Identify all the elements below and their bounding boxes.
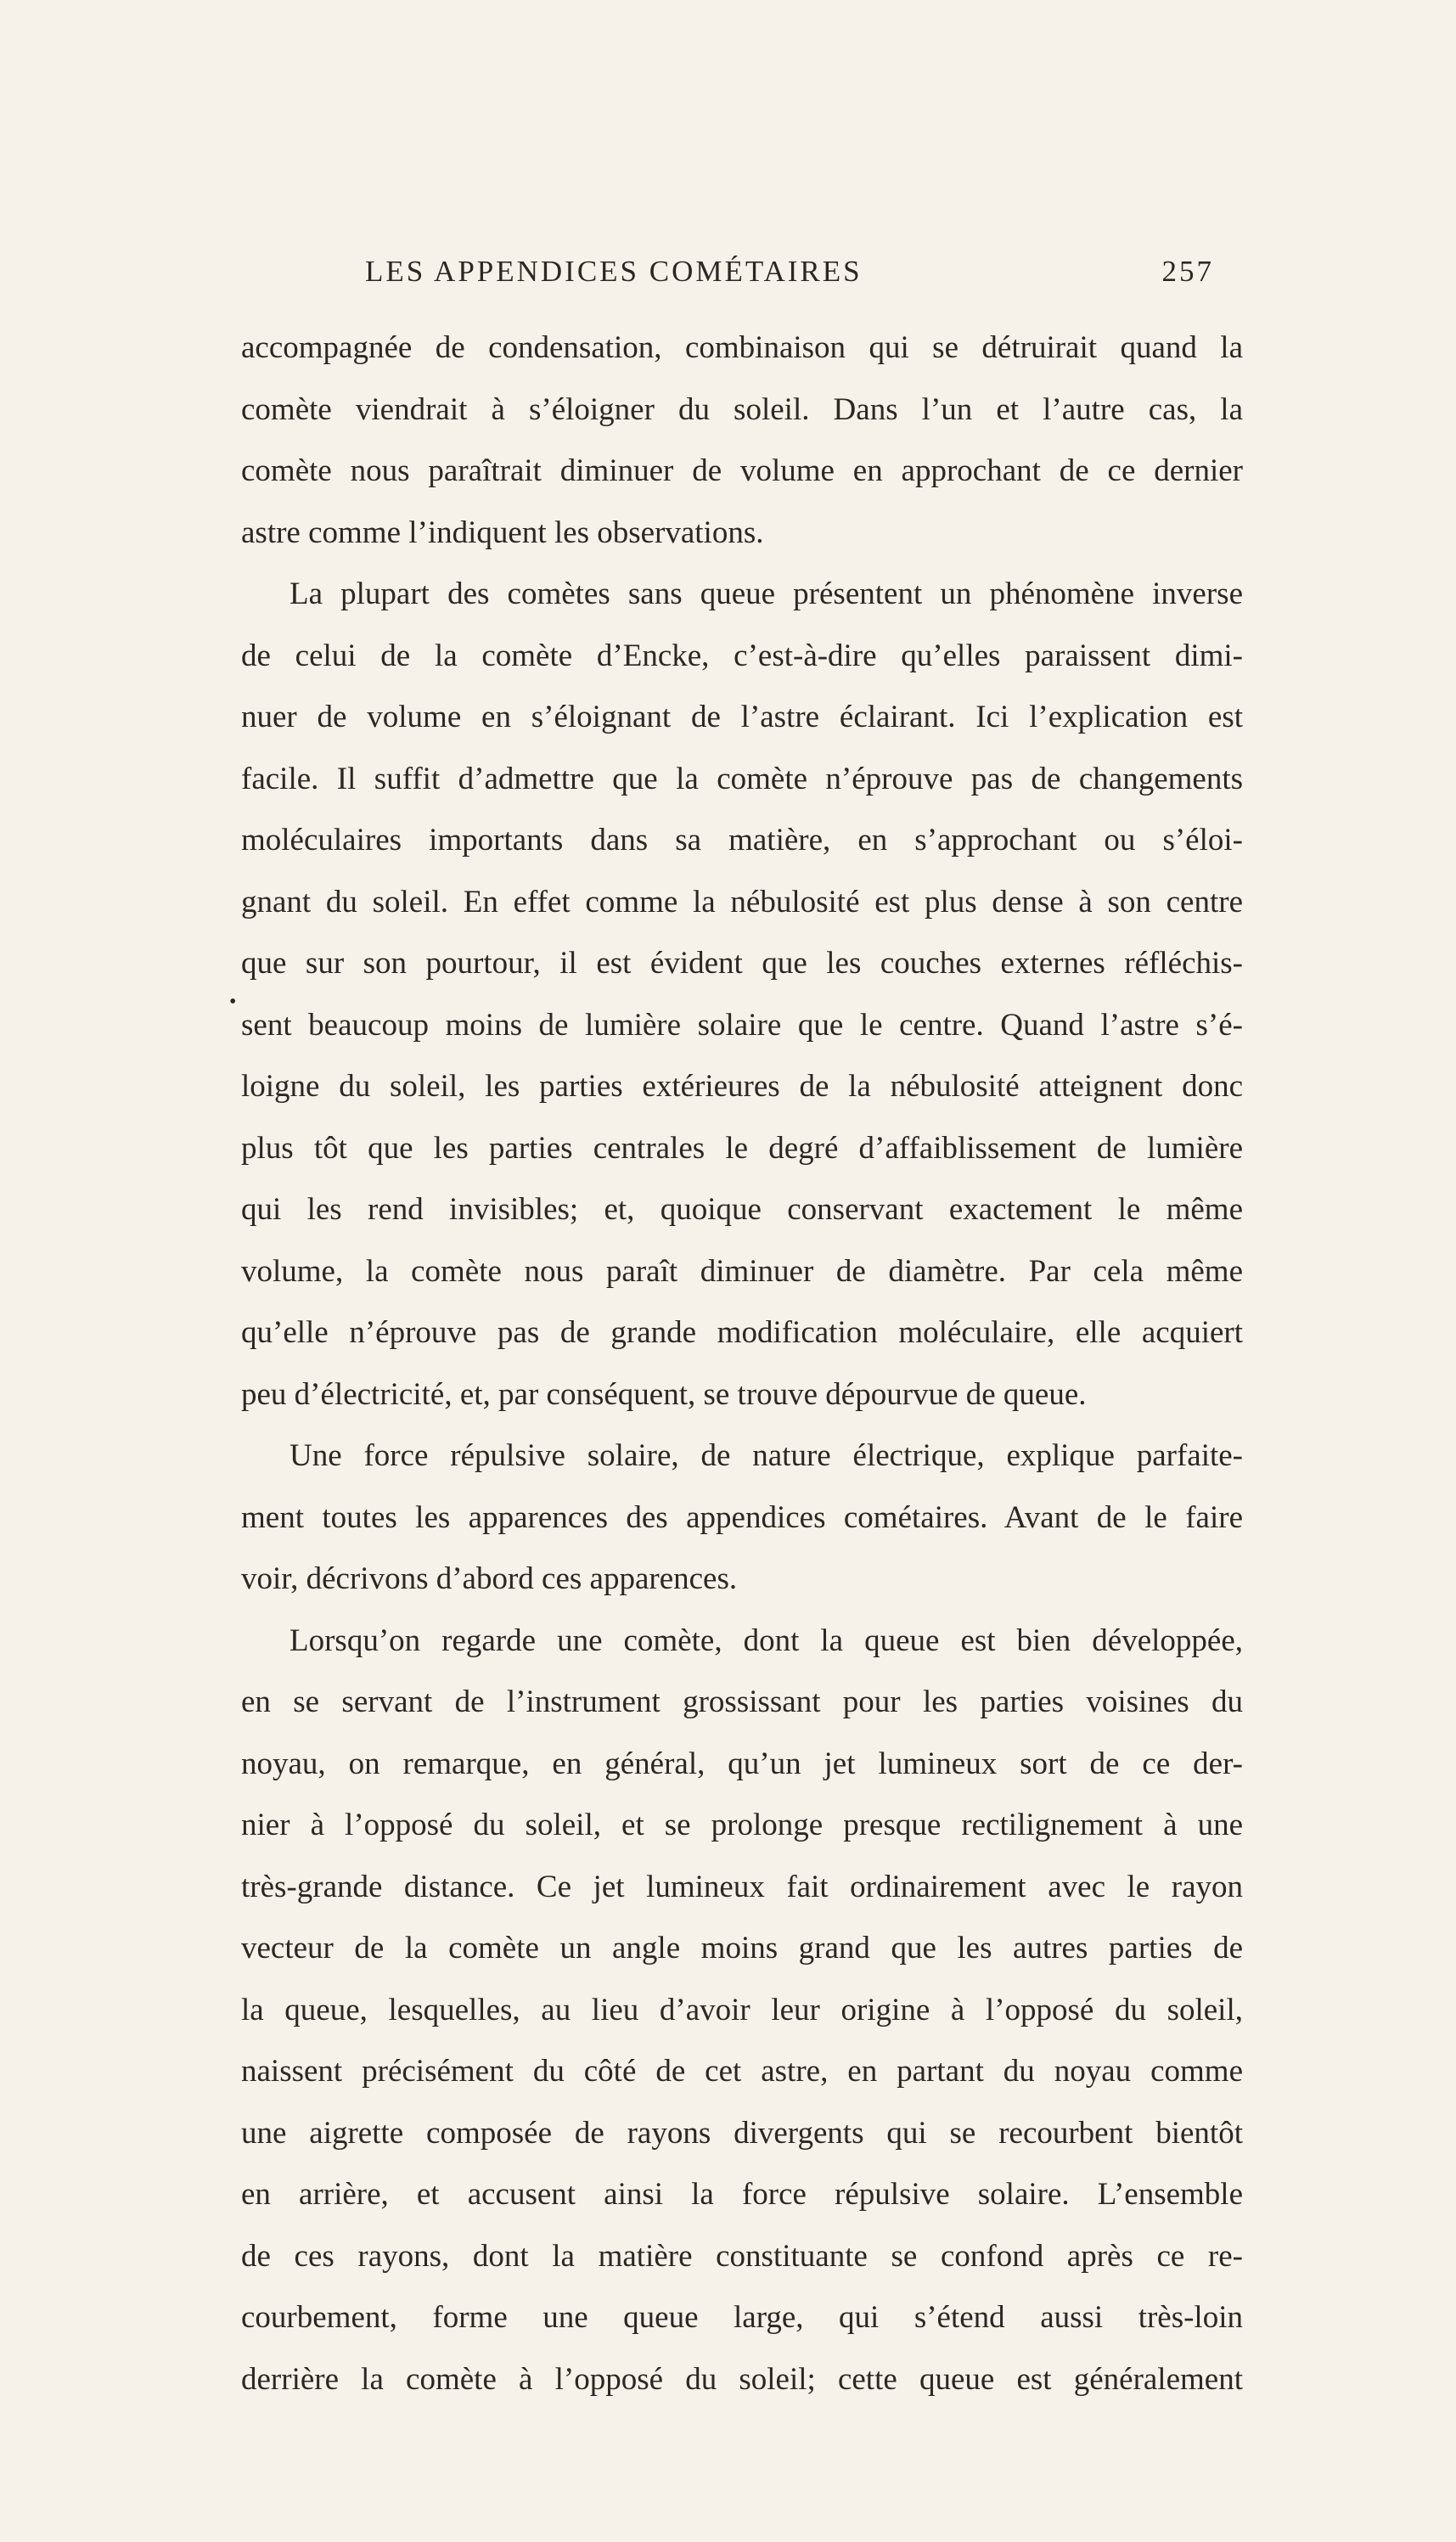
text-line: accompagnée de condensation, combinaison qui se détruirait quand la bbox=[241, 330, 1243, 365]
text-line: très-grande distance. Ce jet lumineux fait ordinairement avec le rayon bbox=[241, 1869, 1243, 1904]
text-line: La plupart des comètes sans queue présentent un phénomène inverse bbox=[290, 576, 1243, 611]
text-line: de celui de la comète d’Encke, c’est-à-dire qu’elles paraissent dimi- bbox=[241, 638, 1243, 673]
text-line: ment toutes les apparences des appendices cométaires. Avant de le faire bbox=[241, 1499, 1243, 1535]
text-line: de ces rayons, dont la matière constituante se confond après ce re- bbox=[241, 2238, 1243, 2274]
margin-mark: • bbox=[229, 991, 237, 1013]
text-line: qu’elle n’éprouve pas de grande modification moléculaire, elle acquiert bbox=[241, 1315, 1243, 1350]
text-line: nuer de volume en s’éloignant de l’astre éclairant. Ici l’explication est bbox=[241, 700, 1243, 734]
text-line: loigne du soleil, les parties extérieures de la nébulosité atteignent donc bbox=[241, 1069, 1243, 1104]
text-line: nier à l’opposé du soleil, et se prolonge presque rectilignement à une bbox=[241, 1808, 1243, 1842]
text-line: astre comme l’indiquent les observations. bbox=[241, 515, 764, 550]
text-line: peu d’électricité, et, par conséquent, se trouve dépourvue de queue. bbox=[241, 1376, 1087, 1412]
page-number: 257 bbox=[1161, 255, 1214, 288]
text-line: moléculaires importants dans sa matière, en s’approchant ou s’éloi- bbox=[241, 823, 1243, 858]
running-head bbox=[365, 255, 1214, 297]
text-line: sent beaucoup moins de lumière solaire que le centre. Quand l’astre s’é- bbox=[241, 1007, 1243, 1043]
text-line: volume, la comète nous paraît diminuer de diamètre. Par cela même bbox=[241, 1253, 1243, 1289]
text-line: comète viendrait à s’éloigner du soleil. Dans l’un et l’autre cas, la bbox=[241, 391, 1243, 427]
running-title: LES APPENDICES COMÉTAIRES bbox=[365, 255, 863, 288]
text-line: en se servant de l’instrument grossissant pour les parties voisines du bbox=[241, 1684, 1243, 1719]
text-line: noyau, on remarque, en général, qu’un jet lumineux sort de ce der- bbox=[241, 1746, 1243, 1781]
text-line: Une force répulsive solaire, de nature électrique, explique parfaite- bbox=[290, 1438, 1243, 1473]
text-line: qui les rend invisibles; et, quoique conservant exactement le même bbox=[241, 1192, 1243, 1227]
text-line: courbement, forme une queue large, qui s’étend aussi très-loin bbox=[241, 2300, 1243, 2335]
text-line: la queue, lesquelles, au lieu d’avoir leur origine à l’opposé du soleil, bbox=[241, 1992, 1243, 2027]
body-text bbox=[241, 318, 1243, 2410]
text-line: que sur son pourtour, il est évident que les couches externes réfléchis- bbox=[241, 946, 1243, 981]
text-line: vecteur de la comète un angle moins grand que les autres parties de bbox=[241, 1931, 1243, 1966]
text-line: en arrière, et accusent ainsi la force répulsive solaire. L’ensemble bbox=[241, 2177, 1243, 2212]
text-line: une aigrette composée de rayons divergents qui se recourbent bientôt bbox=[241, 2115, 1243, 2151]
text-line: gnant du soleil. En effet comme la nébulosité est plus dense à son centre bbox=[241, 884, 1243, 920]
text-line: Lorsqu’on regarde une comète, dont la queue est bien développée, bbox=[290, 1622, 1243, 1658]
text-line: plus tôt que les parties centrales le degré d’affaiblissement de lumière bbox=[241, 1130, 1243, 1166]
text-line: derrière la comète à l’opposé du soleil; cette queue est généralement bbox=[241, 2361, 1243, 2397]
text-line: naissent précisément du côté de cet astre, en partant du noyau comme bbox=[241, 2054, 1243, 2089]
text-line: comète nous paraîtrait diminuer de volume en approchant de ce dernier bbox=[241, 453, 1243, 488]
text-line: facile. Il suffit d’admettre que la comète n’éprouve pas de changements bbox=[241, 761, 1243, 796]
text-line: voir, décrivons d’abord ces apparences. bbox=[241, 1561, 738, 1596]
